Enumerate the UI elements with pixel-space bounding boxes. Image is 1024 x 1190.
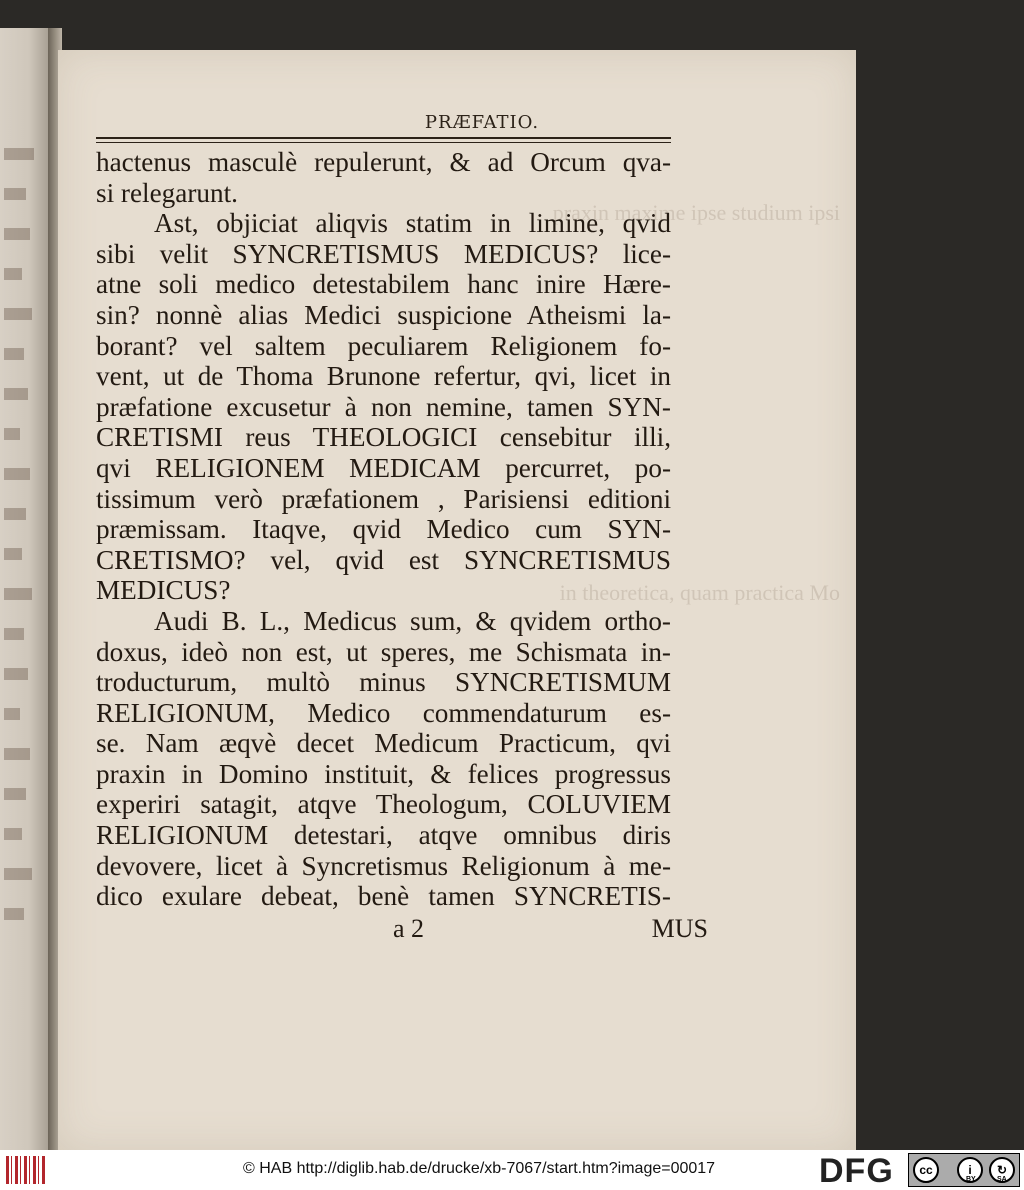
catchword: MUS <box>651 913 708 943</box>
text-line: experiri satagit, atqve Theologum, COLUVIEM <box>96 789 671 820</box>
scanned-page <box>58 50 856 1150</box>
text-line: dico exulare debeat, benè tamen SYNCRETIS- <box>96 881 671 912</box>
cc-license-badge[interactable] <box>908 1153 1020 1187</box>
text-line: RELIGIONUM, Medico commendaturum es- <box>96 697 671 728</box>
body-text <box>96 147 671 912</box>
barcode-icon <box>6 1156 46 1184</box>
source-link[interactable]: © HAB http://diglib.hab.de/drucke/xb-7067/start.htm?image=00017 <box>243 1160 716 1177</box>
attribution-icon: i <box>957 1157 983 1183</box>
text-line: troducturum, multò minus SYNCRETISMUM <box>96 667 671 698</box>
page-content <box>96 112 708 948</box>
text-line: CRETISMO? vel, qvid est SYNCRETISMUS <box>96 544 671 575</box>
page-foot <box>96 914 708 948</box>
share-alike-icon: ↻ <box>989 1157 1015 1183</box>
show-through-line: praxin maxime ipse studium ipsi <box>552 200 840 225</box>
text-line: si relegarunt. <box>96 177 238 208</box>
text-line: sin? nonnè alias Medici suspicione Atheismi la- <box>96 299 671 330</box>
text-line: borant? vel saltem peculiarem Religionem fo- <box>96 330 671 361</box>
cc-icon: cc <box>913 1157 939 1183</box>
text-line: RELIGIONUM detestari, atqve omnibus diris <box>96 820 671 851</box>
text-line: praxin in Domino instituit, & felices progressus <box>96 758 671 789</box>
viewer-footer <box>0 1150 1024 1190</box>
show-through-line: in theoretica, quam practica Mo <box>559 580 840 605</box>
previous-page-edge <box>0 28 48 1150</box>
text-line: devovere, licet à Syncretismus Religionum à me- <box>96 850 671 881</box>
text-line: se. Nam æqvè decet Medicum Practicum, qvi <box>96 728 671 759</box>
by-label: BY <box>966 1176 976 1183</box>
text-line: sibi velit SYNCRETISMUS MEDICUS? lice- <box>96 238 671 269</box>
running-head: PRÆFATIO. <box>424 112 540 133</box>
signature-mark: a 2 <box>393 913 425 943</box>
head-rule <box>96 137 671 143</box>
text-line: Audi B. L., Medicus sum, & qvidem ortho- <box>154 605 671 636</box>
text-line: MEDICUS? <box>96 575 231 606</box>
text-line: CRETISMI reus THEOLOGICI censebitur illi, <box>96 422 671 453</box>
dfg-logo: DFG <box>819 1152 894 1190</box>
text-line: vent, ut de Thoma Brunone refertur, qvi, licet in <box>96 361 671 392</box>
text-line: præmissam. Itaqve, qvid Medico cum SYN- <box>96 514 671 545</box>
text-line: doxus, ideò non est, ut speres, me Schismata in- <box>96 636 671 667</box>
text-line: atne soli medico detestabilem hanc inire Hære- <box>96 269 671 300</box>
sa-label: SA <box>997 1176 1007 1183</box>
text-line: qvi RELIGIONEM MEDICAM percurret, po- <box>96 452 671 483</box>
text-line: præfatione excusetur à non nemine, tamen SYN- <box>96 391 671 422</box>
text-line: tissimum verò præfationem , Parisiensi editioni <box>96 483 671 514</box>
text-line: Ast, objiciat aliqvis statim in limine, qvid <box>154 208 671 239</box>
text-line: hactenus masculè repulerunt, & ad Orcum qva- <box>96 147 671 177</box>
